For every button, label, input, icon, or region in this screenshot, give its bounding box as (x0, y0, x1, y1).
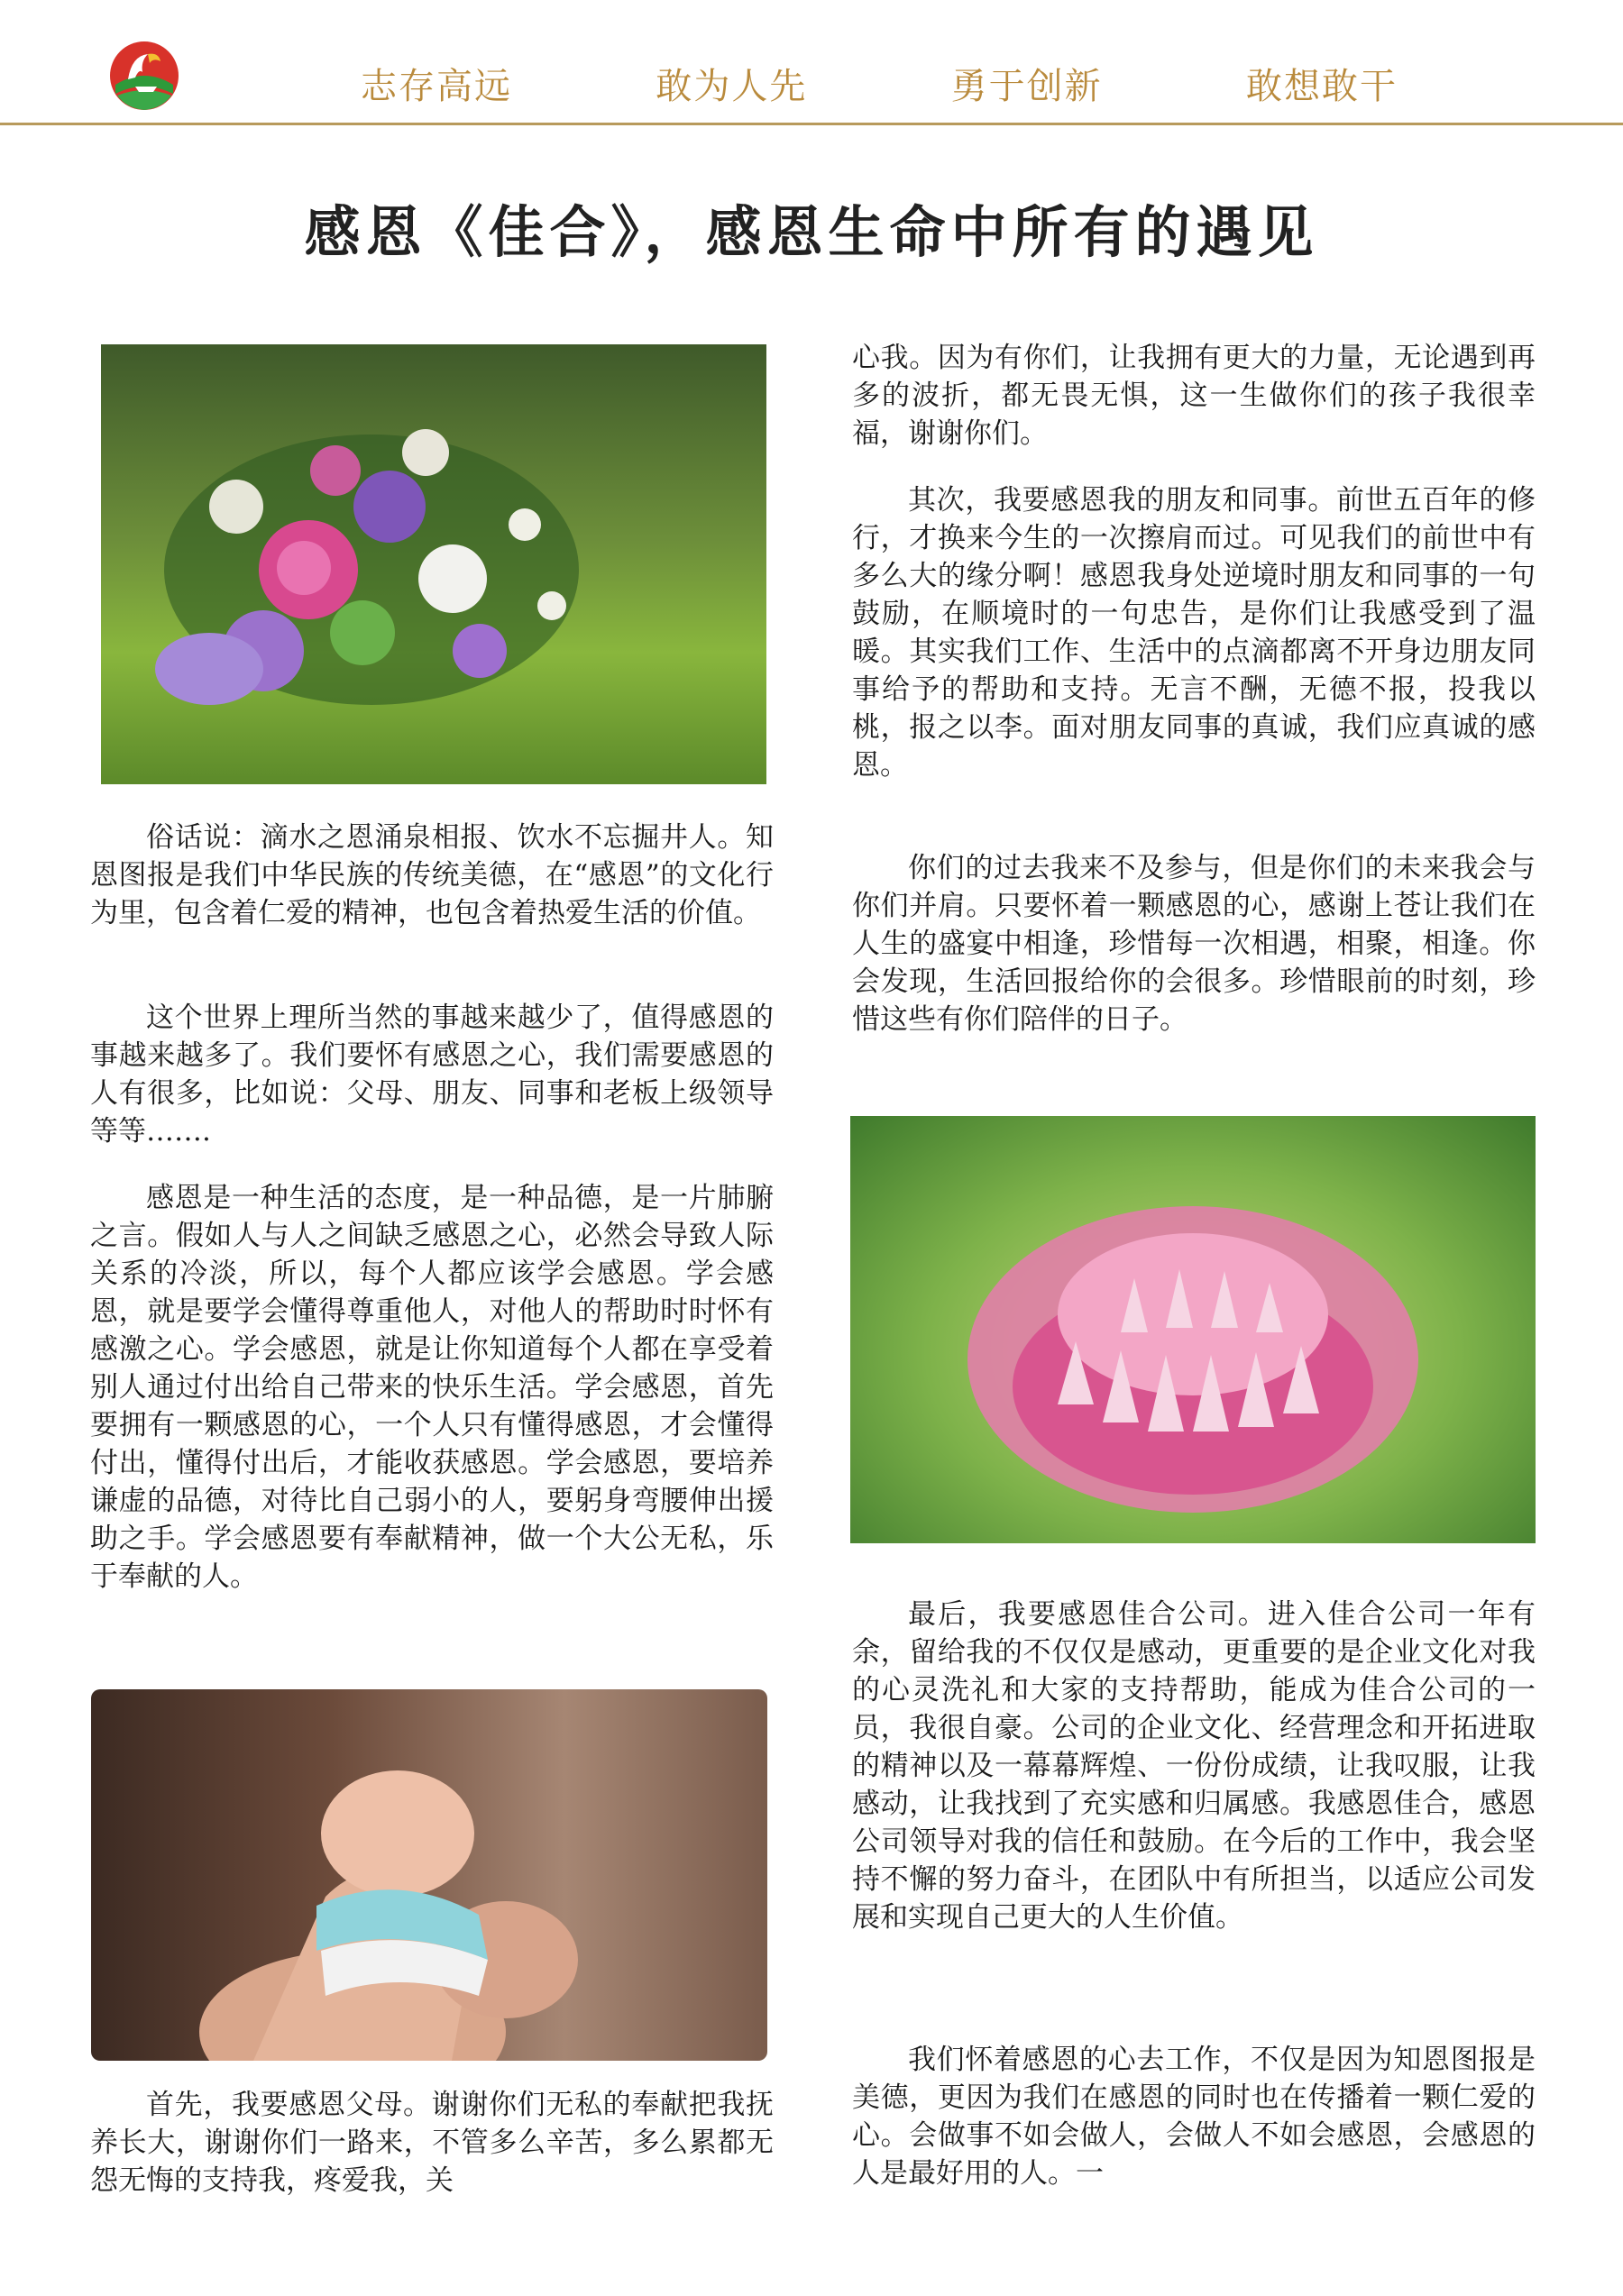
paragraph: 最后，我要感恩佳合公司。进入佳合公司一年有余，留给我的不仅仅是感动，更重要的是企业文化对我的心灵洗礼和大家的支持帮助，能成为佳合公司的一员，我很自豪。公司的企业文化、经营理念和开拓进取的精神以及一幕幕辉煌、一份份成绩，让我叹服，让我感动，让我找到了充实感和归属感。我感恩佳合，感恩公司领导对我的信任和鼓励。在今后的工作中，我会坚持不懈的努力奋斗，在团队中有所担当，以适应公司发展和实现自己更大的人生价值。 (852, 1598, 1536, 1934)
paragraph: 心我。因为有你们，让我拥有更大的力量，无论遇到再多的波折，都无畏无惧，这一生做你们的孩子我很幸福，谢谢你们。 (852, 342, 1536, 450)
pink-flower-photo (850, 1116, 1536, 1543)
slogan-2: 敢为人先 (656, 66, 808, 107)
paragraph: 俗话说：滴水之恩涌泉相报、饮水不忘掘井人。知恩图报是我们中华民族的传统美德，在“感恩”的文化行为里，包含着仁爱的精神，也包含着热爱生活的价值。 (90, 821, 774, 929)
right-text-block-5 (852, 2041, 1536, 2192)
paragraph: 我们怀着感恩的心去工作，不仅是因为知恩图报是美德，更因为我们在感恩的同时也在传播着一颗仁爱的心。会做事不如会做人，会做人不如会感恩，会感恩的人是最好用的人。一 (852, 2044, 1536, 2190)
paragraph: 首先，我要感恩父母。谢谢你们无私的奉献把我抚养长大，谢谢你们一路来，不管多么辛苦，多么累都无怨无悔的支持我，疼爱我，关 (90, 2089, 774, 2197)
paragraph: 感恩是一种生活的态度，是一种品德，是一片肺腑之言。假如人与人之间缺乏感恩之心，必然会导致人际关系的冷淡，所以，每个人都应该学会感恩。学会感恩，就是要学会懂得尊重他人，对他人的帮助时时怀有感激之心。学会感恩，就是让你知道每个人都在享受着别人通过付出给自己带来的快乐生活。学会感恩，首先要拥有一颗感恩的心，一个人只有懂得感恩，才会懂得付出，懂得付出后，才能收获感恩。学会感恩，要培养谦虚的品德，对待比自己弱小的人，要躬身弯腰伸出援助之手。学会感恩要有奉献精神，做一个大公无私，乐于奉献的人。 (90, 1182, 774, 1593)
right-text-block-4 (852, 1596, 1536, 1936)
left-text-block-2 (90, 999, 774, 1150)
left-text-block-1 (90, 819, 774, 932)
left-text-block-4 (90, 2086, 774, 2200)
article-title: 感恩《佳合》，感恩生命中所有的遇见 (304, 199, 1319, 265)
page-header (0, 0, 1623, 125)
right-text-block-3 (852, 849, 1536, 1038)
paragraph: 这个世界上理所当然的事越来越少了，值得感恩的事越来越多了。我们要怀有感恩之心，我们需要感恩的人有很多，比如说：父母、朋友、同事和老板上级领导等等……. (90, 1002, 774, 1148)
slogan-4: 敢想敢干 (1245, 66, 1398, 107)
paragraph: 其次，我要感恩我的朋友和同事。前世五百年的修行，才换来今生的一次擦肩而过。可见我们的前世中有多么大的缘分啊！感恩我身处逆境时朋友和同事的一句鼓励，在顺境时的一句忠告，是你们让我感受到了温暖。其实我们工作、生活中的点滴都离不开身边朋友同事给予的帮助和支持。无言不酬，无德不报，投我以桃，报之以李。面对朋友同事的真诚，我们应真诚的感恩。 (852, 484, 1536, 782)
paragraph: 你们的过去我来不及参与，但是你们的未来我会与你们并肩。只要怀着一颗感恩的心，感谢上苍让我们在人生的盛宴中相逢，珍惜每一次相遇，相聚，相逢。你会发现，生活回报给你的会很多。珍惜眼前的时刻，珍惜这些有你们陪伴的日子。 (852, 852, 1536, 1036)
baby-hand-photo (91, 1689, 767, 2061)
slogan-1: 志存高远 (361, 66, 512, 107)
right-text-block-2 (852, 481, 1536, 784)
right-text-block-1 (852, 339, 1536, 453)
left-text-block-3 (90, 1179, 774, 1596)
company-logo-icon (108, 40, 180, 112)
flower-bouquet-photo (101, 344, 766, 784)
slogan-bar (361, 59, 1398, 114)
slogan-3: 勇于创新 (950, 66, 1103, 107)
